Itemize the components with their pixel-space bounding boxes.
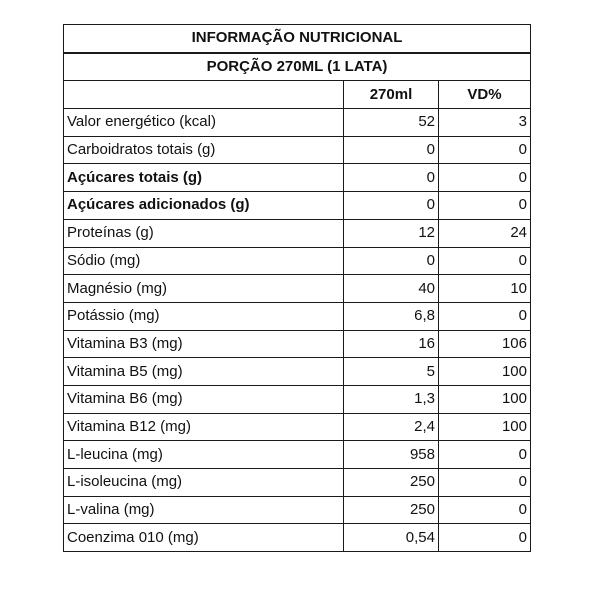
nutrient-label: Carboidratos totais (g) [64, 136, 344, 164]
nutrient-vd: 100 [439, 358, 531, 386]
nutrient-label: Coenzima 010 (mg) [64, 524, 344, 552]
nutrient-quantity: 6,8 [344, 302, 439, 330]
nutrient-label: L-isoleucina (mg) [64, 469, 344, 497]
nutrient-vd: 0 [439, 247, 531, 275]
table-row [64, 330, 531, 358]
nutrient-vd: 0 [439, 302, 531, 330]
header-row [64, 81, 531, 109]
nutrient-quantity: 0,54 [344, 524, 439, 552]
table-row [64, 275, 531, 303]
table-row [64, 496, 531, 524]
nutrient-vd: 100 [439, 385, 531, 413]
table-row [64, 441, 531, 469]
nutrient-label: Açúcares totais (g) [64, 164, 344, 192]
nutrient-quantity: 40 [344, 275, 439, 303]
title-row [64, 25, 531, 53]
table-row [64, 413, 531, 441]
table-row [64, 164, 531, 192]
nutrient-label: L-valina (mg) [64, 496, 344, 524]
nutrient-quantity: 0 [344, 247, 439, 275]
nutrient-quantity: 0 [344, 192, 439, 220]
header-label [64, 81, 344, 109]
nutrient-label: Açúcares adicionados (g) [64, 192, 344, 220]
nutrient-vd: 0 [439, 524, 531, 552]
nutrient-label: Proteínas (g) [64, 219, 344, 247]
table-row [64, 469, 531, 497]
serving-size: PORÇÃO 270ML (1 LATA) [64, 53, 531, 81]
nutrient-quantity: 16 [344, 330, 439, 358]
nutrient-vd: 0 [439, 441, 531, 469]
nutrient-vd: 106 [439, 330, 531, 358]
table-row [64, 385, 531, 413]
header-quantity: 270ml [344, 81, 439, 109]
nutrient-label: Sódio (mg) [64, 247, 344, 275]
nutrient-label: Vitamina B3 (mg) [64, 330, 344, 358]
table-row [64, 192, 531, 220]
nutrient-label: Vitamina B6 (mg) [64, 385, 344, 413]
nutrition-facts-table [63, 24, 531, 552]
nutrient-quantity: 250 [344, 469, 439, 497]
table-title: INFORMAÇÃO NUTRICIONAL [64, 25, 531, 53]
nutrient-quantity: 1,3 [344, 385, 439, 413]
nutrient-label: L-leucina (mg) [64, 441, 344, 469]
table-row [64, 136, 531, 164]
nutrient-label: Magnésio (mg) [64, 275, 344, 303]
nutrient-quantity: 2,4 [344, 413, 439, 441]
nutrient-quantity: 52 [344, 109, 439, 137]
table-row [64, 109, 531, 137]
header-vd: VD% [439, 81, 531, 109]
nutrient-vd: 3 [439, 109, 531, 137]
table-row [64, 247, 531, 275]
table-row [64, 524, 531, 552]
nutrient-quantity: 5 [344, 358, 439, 386]
nutrient-quantity: 0 [344, 164, 439, 192]
nutrient-label: Vitamina B5 (mg) [64, 358, 344, 386]
table-row [64, 219, 531, 247]
nutrient-vd: 10 [439, 275, 531, 303]
nutrient-vd: 0 [439, 496, 531, 524]
nutrient-quantity: 958 [344, 441, 439, 469]
nutrient-quantity: 12 [344, 219, 439, 247]
nutrient-vd: 100 [439, 413, 531, 441]
nutrient-label: Vitamina B12 (mg) [64, 413, 344, 441]
nutrient-vd: 0 [439, 192, 531, 220]
table-row [64, 358, 531, 386]
nutrient-vd: 0 [439, 164, 531, 192]
nutrient-label: Potássio (mg) [64, 302, 344, 330]
nutrient-label: Valor energético (kcal) [64, 109, 344, 137]
nutrient-quantity: 0 [344, 136, 439, 164]
nutrient-vd: 0 [439, 136, 531, 164]
nutrient-quantity: 250 [344, 496, 439, 524]
nutrient-vd: 0 [439, 469, 531, 497]
table-row [64, 302, 531, 330]
nutrient-vd: 24 [439, 219, 531, 247]
serving-row [64, 53, 531, 81]
